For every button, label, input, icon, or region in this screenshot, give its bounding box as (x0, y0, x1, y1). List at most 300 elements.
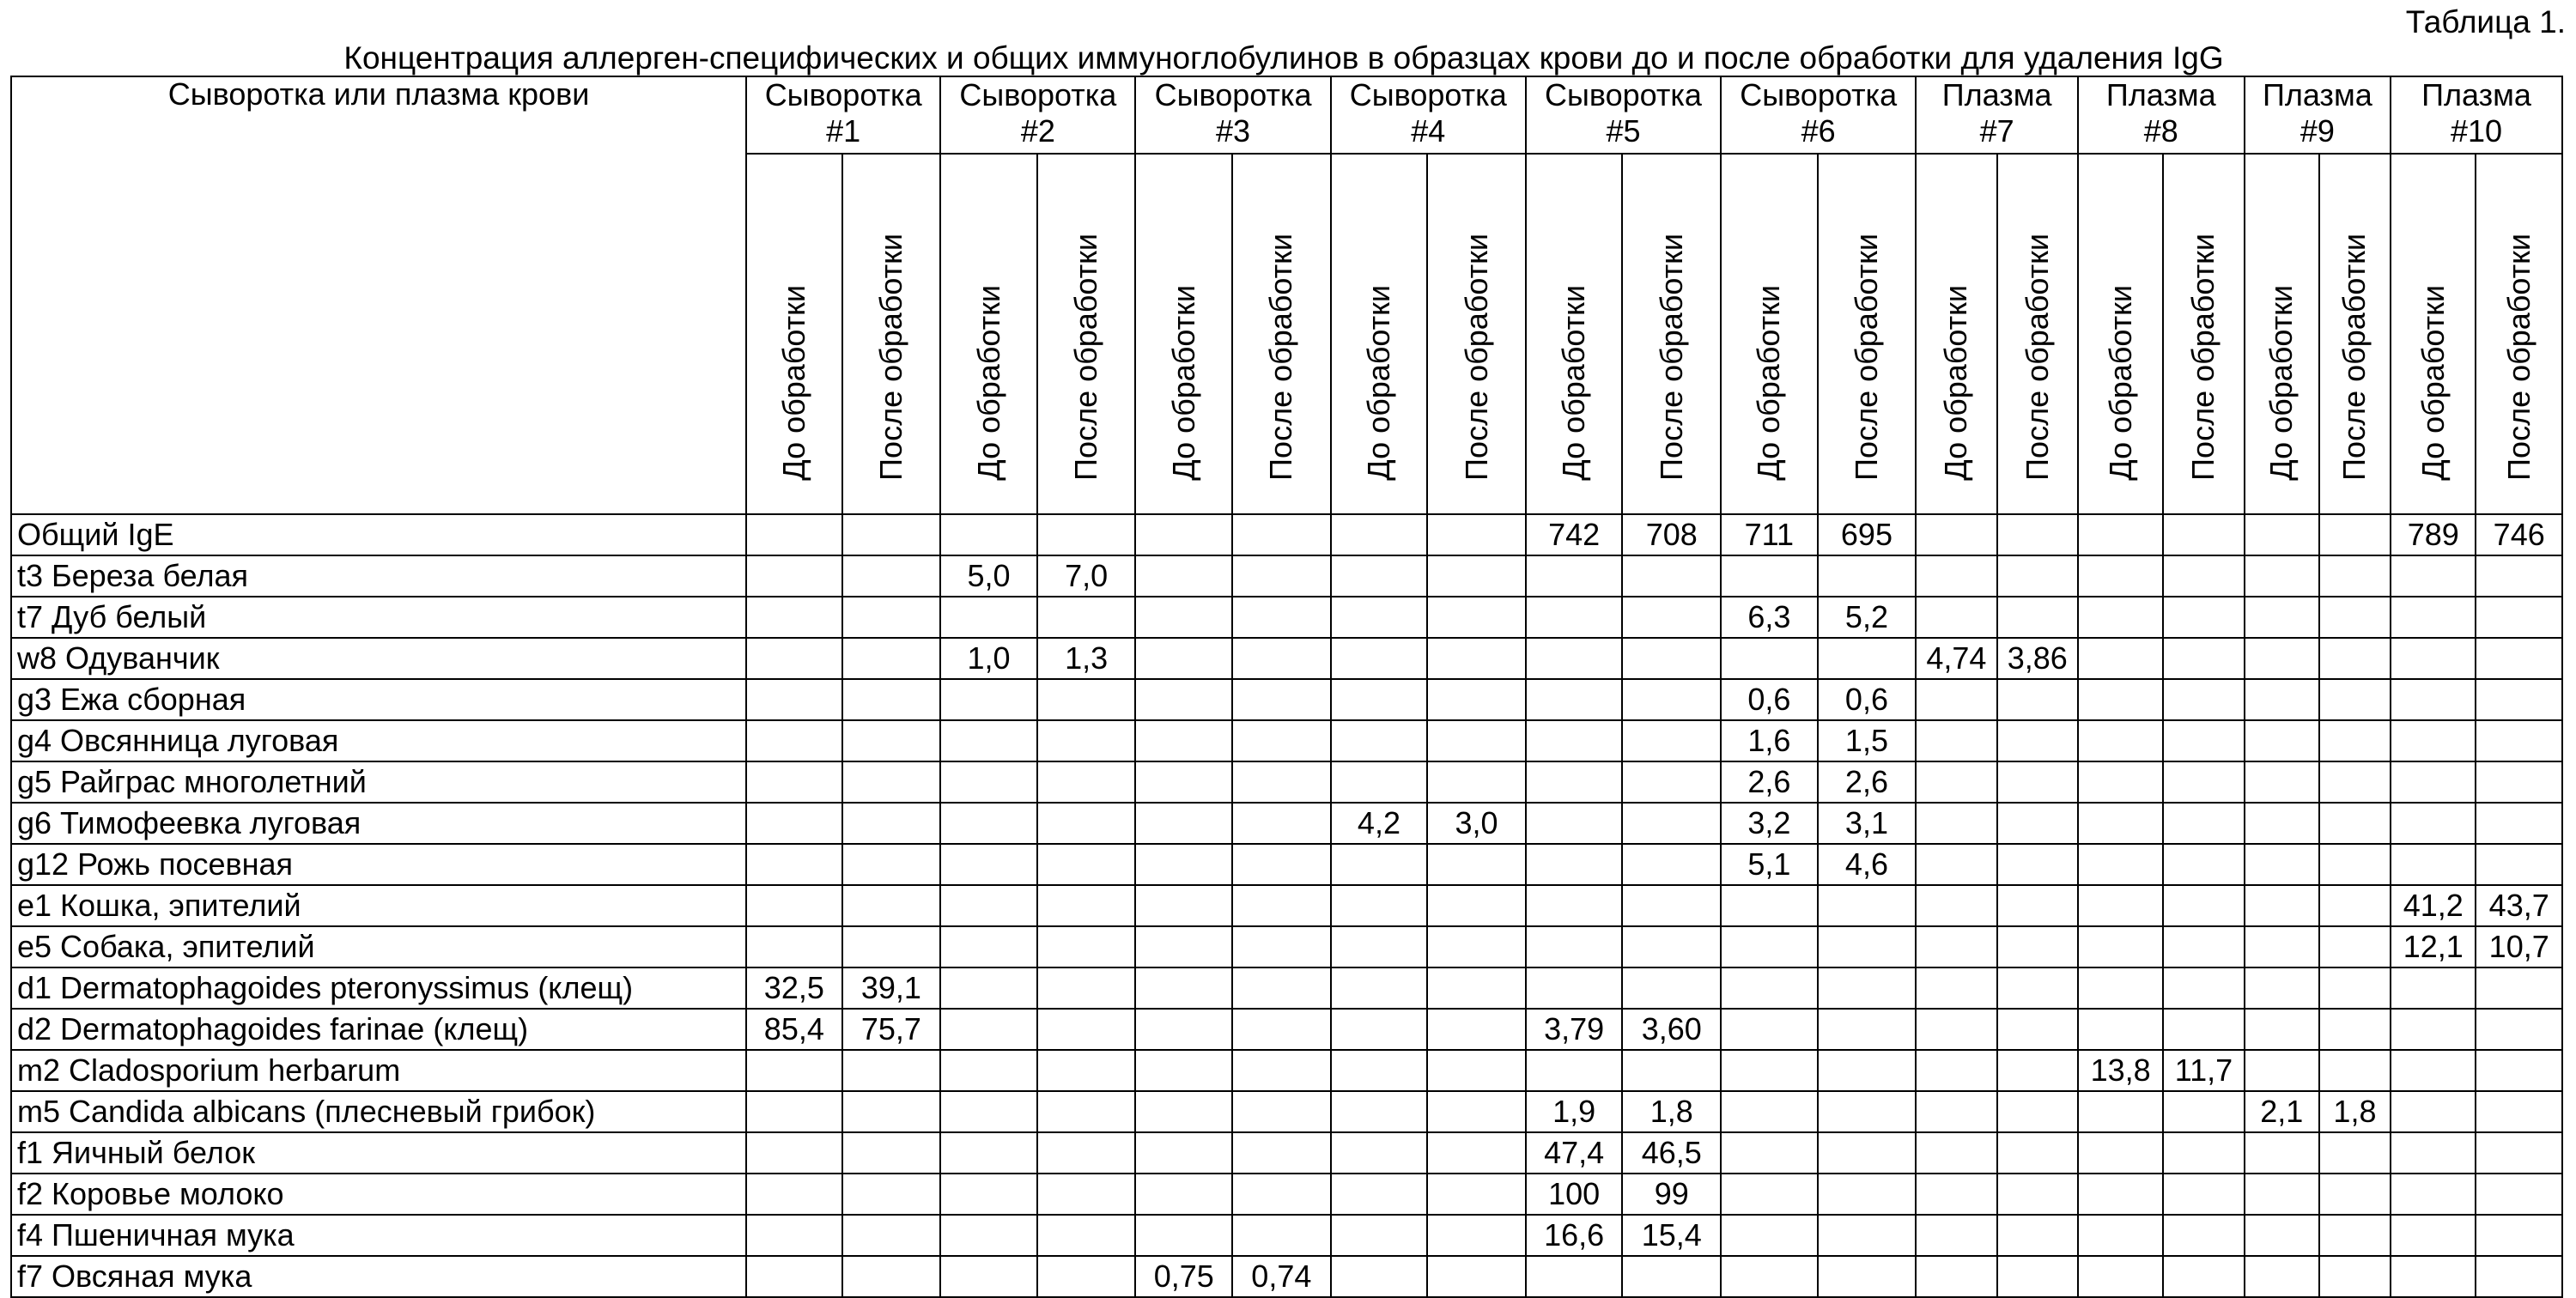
value-cell: 4,6 (1818, 844, 1917, 885)
value-cell (1427, 926, 1526, 967)
value-cell (1818, 1091, 1917, 1132)
sub-header-label: До обработки (1556, 285, 1592, 481)
value-cell (1997, 1009, 2078, 1050)
value-cell (1037, 514, 1136, 555)
value-cell (1427, 1174, 1526, 1215)
value-cell (1037, 885, 1136, 926)
value-cell (1135, 803, 1232, 844)
table-row (11, 597, 2562, 638)
value-cell (842, 803, 941, 844)
value-cell: 2,6 (1721, 761, 1818, 803)
value-cell: 1,5 (1818, 720, 1917, 761)
group-name: Плазма (2105, 77, 2216, 112)
value-cell (1427, 1009, 1526, 1050)
value-cell (1427, 1215, 1526, 1256)
value-cell (2319, 844, 2391, 885)
value-cell (940, 1215, 1037, 1256)
value-cell (1331, 844, 1428, 885)
value-cell (2245, 555, 2319, 597)
value-cell (1331, 926, 1428, 967)
value-cell: 742 (1526, 514, 1623, 555)
value-cell (1721, 1050, 1818, 1091)
value-cell (1818, 638, 1917, 679)
row-label: d1 Dermatophagoides pteronyssimus (клещ) (11, 967, 746, 1009)
data-table (10, 76, 2563, 1298)
value-cell (1331, 1174, 1428, 1215)
value-cell (2476, 1215, 2562, 1256)
group-number: #4 (1411, 113, 1446, 149)
value-cell (1997, 1174, 2078, 1215)
value-cell (1037, 926, 1136, 967)
value-cell (2163, 1174, 2244, 1215)
value-cell: 41,2 (2391, 885, 2476, 926)
value-cell (1721, 885, 1818, 926)
value-cell (1916, 597, 1996, 638)
value-cell: 1,6 (1721, 720, 1818, 761)
value-cell (2476, 1050, 2562, 1091)
table-row (11, 1256, 2562, 1297)
value-cell: 789 (2391, 514, 2476, 555)
table-row (11, 1215, 2562, 1256)
value-cell (1997, 679, 2078, 720)
value-cell (842, 1132, 941, 1174)
value-cell (2163, 967, 2244, 1009)
value-cell (1916, 555, 1996, 597)
value-cell (1818, 555, 1917, 597)
row-label: g3 Ежа сборная (11, 679, 746, 720)
value-cell (1721, 1009, 1818, 1050)
value-cell (940, 514, 1037, 555)
value-cell (1916, 1009, 1996, 1050)
value-cell (2319, 803, 2391, 844)
value-cell: 13,8 (2078, 1050, 2163, 1091)
table-title: Концентрация аллерген-специфических и общих иммуноглобулинов в образцах крови до и после обработки для удаления IgG (343, 40, 2224, 76)
value-cell (2476, 679, 2562, 720)
value-cell (1331, 1215, 1428, 1256)
value-cell (2163, 1256, 2244, 1297)
value-cell (1135, 1174, 1232, 1215)
value-cell: 3,86 (1997, 638, 2078, 679)
value-cell (2078, 1091, 2163, 1132)
value-cell (1037, 1215, 1136, 1256)
value-cell (1427, 597, 1526, 638)
value-cell (1997, 1050, 2078, 1091)
value-cell (1135, 638, 1232, 679)
value-cell (2078, 638, 2163, 679)
value-cell (1037, 720, 1136, 761)
value-cell: 0,6 (1818, 679, 1917, 720)
value-cell (746, 555, 842, 597)
value-cell (1916, 1256, 1996, 1297)
value-cell (1037, 1174, 1136, 1215)
value-cell (1331, 638, 1428, 679)
sub-header-label: До обработки (2263, 285, 2300, 481)
value-cell (2163, 761, 2244, 803)
value-cell (2319, 638, 2391, 679)
value-cell (1331, 1009, 1428, 1050)
value-cell (1997, 514, 2078, 555)
value-cell (2476, 1091, 2562, 1132)
sub-header-label: После обработки (872, 234, 908, 481)
value-cell (940, 1174, 1037, 1215)
value-cell (1037, 679, 1136, 720)
value-cell: 16,6 (1526, 1215, 1623, 1256)
value-cell (746, 679, 842, 720)
value-cell (2163, 1091, 2244, 1132)
value-cell (1232, 514, 1331, 555)
value-cell (1818, 1009, 1917, 1050)
value-cell (2391, 1174, 2476, 1215)
value-cell (1721, 638, 1818, 679)
value-cell (1232, 967, 1331, 1009)
value-cell (1818, 1215, 1917, 1256)
value-cell (2476, 1009, 2562, 1050)
value-cell (2078, 514, 2163, 555)
value-cell (2319, 1174, 2391, 1215)
value-cell (1232, 844, 1331, 885)
value-cell (1037, 597, 1136, 638)
value-cell (842, 885, 941, 926)
value-cell: 46,5 (1622, 1132, 1721, 1174)
value-cell (1135, 885, 1232, 926)
sub-header-before (2245, 154, 2319, 514)
row-label: t3 Береза белая (11, 555, 746, 597)
value-cell (1135, 761, 1232, 803)
value-cell (746, 761, 842, 803)
value-cell (940, 1256, 1037, 1297)
value-cell (2476, 1132, 2562, 1174)
sub-header-before (1916, 154, 1996, 514)
value-cell (2078, 597, 2163, 638)
value-cell (2163, 597, 2244, 638)
value-cell (2245, 803, 2319, 844)
value-cell (2319, 1050, 2391, 1091)
table-row (11, 967, 2562, 1009)
value-cell (2245, 1132, 2319, 1174)
value-cell (1622, 555, 1721, 597)
value-cell: 11,7 (2163, 1050, 2244, 1091)
value-cell (2245, 967, 2319, 1009)
value-cell (2476, 967, 2562, 1009)
value-cell (1997, 1132, 2078, 1174)
value-cell (1232, 1009, 1331, 1050)
value-cell (1135, 597, 1232, 638)
value-cell (842, 1215, 941, 1256)
value-cell (1232, 597, 1331, 638)
table-row (11, 803, 2562, 844)
value-cell (1526, 926, 1623, 967)
value-cell (2319, 926, 2391, 967)
value-cell: 7,0 (1037, 555, 1136, 597)
row-label: Общий IgE (11, 514, 746, 555)
group-header (2078, 76, 2245, 154)
value-cell (2163, 885, 2244, 926)
row-label: f2 Коровье молоко (11, 1174, 746, 1215)
table-row (11, 761, 2562, 803)
sub-header-label: До обработки (1938, 285, 1974, 481)
value-cell (1232, 885, 1331, 926)
value-cell: 711 (1721, 514, 1818, 555)
value-cell (1526, 885, 1623, 926)
value-cell: 15,4 (1622, 1215, 1721, 1256)
sub-header-after (2476, 154, 2562, 514)
value-cell (2319, 597, 2391, 638)
value-cell (2078, 885, 2163, 926)
sub-header-after (842, 154, 941, 514)
value-cell (2476, 555, 2562, 597)
value-cell (1622, 1050, 1721, 1091)
value-cell: 39,1 (842, 967, 941, 1009)
sub-header-label: До обработки (1751, 285, 1787, 481)
sub-header-label: После обработки (2500, 234, 2537, 481)
value-cell (2319, 1215, 2391, 1256)
table-row (11, 885, 2562, 926)
value-cell (842, 638, 941, 679)
value-cell (2078, 1215, 2163, 1256)
group-header (1331, 76, 1526, 154)
value-cell (1331, 1091, 1428, 1132)
value-cell (1135, 1091, 1232, 1132)
value-cell (1997, 803, 2078, 844)
value-cell (1232, 1215, 1331, 1256)
value-cell (2078, 926, 2163, 967)
sub-header-after (1818, 154, 1917, 514)
value-cell (1232, 638, 1331, 679)
value-cell (2245, 638, 2319, 679)
value-cell: 0,75 (1135, 1256, 1232, 1297)
table-row (11, 720, 2562, 761)
row-label: f1 Яичный белок (11, 1132, 746, 1174)
value-cell (746, 1215, 842, 1256)
sub-header-label: После обработки (2185, 234, 2221, 481)
value-cell (1135, 1132, 1232, 1174)
group-name: Сыворотка (1740, 77, 1898, 112)
value-cell (1135, 1215, 1232, 1256)
value-cell (2245, 720, 2319, 761)
value-cell (1818, 1132, 1917, 1174)
value-cell (746, 844, 842, 885)
value-cell (1622, 761, 1721, 803)
value-cell (1916, 967, 1996, 1009)
value-cell (1622, 926, 1721, 967)
value-cell (1916, 514, 1996, 555)
value-cell (2319, 720, 2391, 761)
sub-header-label: После обработки (1458, 234, 1494, 481)
value-cell (1916, 803, 1996, 844)
value-cell (842, 555, 941, 597)
value-cell (1331, 967, 1428, 1009)
value-cell (2245, 1174, 2319, 1215)
value-cell (1997, 885, 2078, 926)
value-cell (1916, 1091, 1996, 1132)
value-cell (1427, 844, 1526, 885)
group-number: #3 (1216, 113, 1251, 149)
value-cell (2391, 967, 2476, 1009)
table-row (11, 1091, 2562, 1132)
value-cell (2163, 555, 2244, 597)
value-cell (1916, 1132, 1996, 1174)
value-cell (940, 761, 1037, 803)
value-cell (2163, 1215, 2244, 1256)
value-cell: 4,74 (1916, 638, 1996, 679)
value-cell (2245, 885, 2319, 926)
value-cell (1721, 555, 1818, 597)
value-cell (940, 1009, 1037, 1050)
value-cell (2078, 803, 2163, 844)
value-cell (2163, 1132, 2244, 1174)
value-cell: 3,60 (1622, 1009, 1721, 1050)
value-cell (1232, 926, 1331, 967)
value-cell (1331, 761, 1428, 803)
group-number: #5 (1606, 113, 1641, 149)
group-name: Сыворотка (959, 77, 1117, 112)
value-cell: 10,7 (2476, 926, 2562, 967)
value-cell (746, 803, 842, 844)
value-cell (1427, 1132, 1526, 1174)
value-cell (1331, 679, 1428, 720)
value-cell (2245, 1256, 2319, 1297)
value-cell (1331, 1050, 1428, 1091)
sub-header-after (1427, 154, 1526, 514)
sub-header-after (1997, 154, 2078, 514)
value-cell (1818, 1256, 1917, 1297)
value-cell: 1,9 (1526, 1091, 1623, 1132)
value-cell (1916, 1174, 1996, 1215)
value-cell (2391, 1091, 2476, 1132)
value-cell: 0,74 (1232, 1256, 1331, 1297)
row-label: f4 Пшеничная мука (11, 1215, 746, 1256)
value-cell (1427, 514, 1526, 555)
sub-header-label: До обработки (970, 285, 1006, 481)
group-number: #7 (1979, 113, 2014, 149)
value-cell: 746 (2476, 514, 2562, 555)
value-cell (1037, 761, 1136, 803)
row-label: g12 Рожь посевная (11, 844, 746, 885)
value-cell (2078, 1256, 2163, 1297)
table-number: Таблица 1. (2405, 4, 2566, 39)
value-cell (2391, 761, 2476, 803)
value-cell (1997, 1256, 2078, 1297)
value-cell (1526, 803, 1623, 844)
value-cell (1331, 514, 1428, 555)
row-label: g6 Тимофеевка луговая (11, 803, 746, 844)
sub-header-before (1135, 154, 1232, 514)
value-cell (940, 967, 1037, 1009)
group-header (2391, 76, 2562, 154)
value-cell (1997, 720, 2078, 761)
value-cell (2319, 967, 2391, 1009)
group-number: #10 (2450, 113, 2503, 149)
group-name: Плазма (2421, 77, 2531, 112)
value-cell (1135, 679, 1232, 720)
value-cell: 1,8 (1622, 1091, 1721, 1132)
sub-header-label: До обработки (775, 285, 811, 481)
value-cell (842, 514, 941, 555)
value-cell (1331, 555, 1428, 597)
table-row (11, 1050, 2562, 1091)
value-cell (940, 597, 1037, 638)
value-cell (2391, 1050, 2476, 1091)
value-cell (2391, 1215, 2476, 1256)
value-cell (1427, 1091, 1526, 1132)
value-cell (1232, 1091, 1331, 1132)
value-cell (1427, 638, 1526, 679)
value-cell (2245, 514, 2319, 555)
value-cell (2078, 1132, 2163, 1174)
value-cell (1818, 1174, 1917, 1215)
value-cell (1997, 761, 2078, 803)
value-cell (1331, 1256, 1428, 1297)
value-cell: 2,1 (2245, 1091, 2319, 1132)
sub-header-after (1232, 154, 1331, 514)
value-cell (940, 1091, 1037, 1132)
value-cell: 12,1 (2391, 926, 2476, 967)
value-cell (1037, 1091, 1136, 1132)
value-cell (940, 926, 1037, 967)
value-cell (1622, 967, 1721, 1009)
value-cell: 0,6 (1721, 679, 1818, 720)
value-cell (746, 597, 842, 638)
value-cell (1135, 844, 1232, 885)
table-row (11, 638, 2562, 679)
value-cell (1427, 885, 1526, 926)
sub-header-label: До обработки (1360, 285, 1396, 481)
value-cell (1622, 803, 1721, 844)
value-cell (2245, 926, 2319, 967)
group-number: #1 (826, 113, 861, 149)
value-cell (2319, 514, 2391, 555)
value-cell (1997, 555, 2078, 597)
value-cell (746, 1091, 842, 1132)
value-cell (1232, 555, 1331, 597)
row-label: e5 Собака, эпителий (11, 926, 746, 967)
value-cell (1232, 1132, 1331, 1174)
value-cell: 3,0 (1427, 803, 1526, 844)
value-cell (940, 679, 1037, 720)
value-cell (1427, 555, 1526, 597)
group-name: Сыворотка (1545, 77, 1702, 112)
value-cell: 6,3 (1721, 597, 1818, 638)
value-cell (2391, 679, 2476, 720)
value-cell (1916, 844, 1996, 885)
group-number: #2 (1020, 113, 1055, 149)
value-cell (1037, 844, 1136, 885)
value-cell (2163, 926, 2244, 967)
group-name: Сыворотка (1349, 77, 1507, 112)
value-cell (1232, 679, 1331, 720)
value-cell (1526, 720, 1623, 761)
value-cell (2078, 844, 2163, 885)
value-cell (1526, 555, 1623, 597)
value-cell (1037, 1050, 1136, 1091)
sub-header-label: После обработки (2336, 234, 2372, 481)
value-cell (746, 885, 842, 926)
value-cell (2391, 1132, 2476, 1174)
sub-header-label: После обработки (1263, 234, 1299, 481)
row-label: t7 Дуб белый (11, 597, 746, 638)
value-cell (1916, 1215, 1996, 1256)
value-cell: 100 (1526, 1174, 1623, 1215)
value-cell (1037, 1009, 1136, 1050)
value-cell (1526, 967, 1623, 1009)
value-cell (1818, 926, 1917, 967)
value-cell (940, 885, 1037, 926)
value-cell (1232, 1174, 1331, 1215)
table-row (11, 926, 2562, 967)
value-cell (1526, 844, 1623, 885)
value-cell (1135, 926, 1232, 967)
value-cell (2476, 761, 2562, 803)
